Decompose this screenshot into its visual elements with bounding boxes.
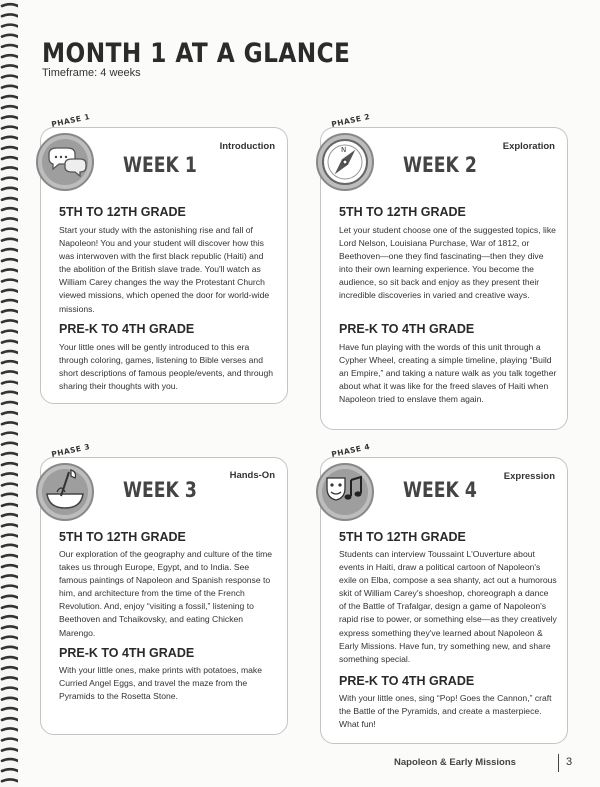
phase-tag: Introduction <box>219 141 275 152</box>
grade-heading-lower: PRE-K TO 4TH GRADE <box>59 646 195 660</box>
phase-tag: Exploration <box>502 141 555 152</box>
phase-label: PHASE 3 <box>50 441 91 460</box>
grade-description-lower: Your little ones will be gently introduced to this era through coloring, games, listening to Bible verses and short descriptions of famous people/events, and through sharing their thoughts with you. <box>59 342 274 392</box>
grade-description-lower: With your little ones, sing “Pop! Goes the Cannon,” craft the Battle of the Pyramids, and create a masterpiece. What fun! <box>339 693 552 730</box>
week-heading: WEEK 4 <box>403 478 477 502</box>
compass-icon <box>315 132 375 192</box>
grade-heading-upper: 5TH TO 12TH GRADE <box>59 530 186 544</box>
phase-tag: Expression <box>503 471 555 482</box>
grade-heading-lower: PRE-K TO 4TH GRADE <box>339 322 475 336</box>
page-number: 3 <box>566 756 573 768</box>
week-1-card <box>40 111 288 404</box>
week-heading: WEEK 1 <box>123 153 197 177</box>
grade-heading-upper: 5TH TO 12TH GRADE <box>339 530 466 544</box>
grade-heading-upper: 5TH TO 12TH GRADE <box>339 205 466 219</box>
grade-heading-upper: 5TH TO 12TH GRADE <box>59 205 186 219</box>
phase-tag: Hands-On <box>229 470 275 481</box>
week-heading: WEEK 3 <box>123 478 197 502</box>
footer-book-title: Napoleon & Early Missions <box>394 757 516 768</box>
phase-label: PHASE 1 <box>50 111 91 130</box>
grade-description-upper: Let your student choose one of the suggested topics, like Lord Nelson, Louisiana Purchase, War of 1812, or Beethoven—one they find fascinating—then they dive into their own learning experience. You become the audience, so sit back and enjoy as they present their incredible discoveries in varied and creative ways. <box>339 225 556 301</box>
footer-divider <box>558 754 559 772</box>
phase-label: PHASE 4 <box>330 441 371 460</box>
timeframe: Timeframe: 4 weeks <box>42 67 141 79</box>
grade-description-upper: Our exploration of the geography and culture of the time takes us through Europe, Egypt, and to India. See famous paintings of Napoleon and Spanish response to him, and architecture from the time of the French Revolution. And, enjoy “visiting a fossil,” listening to Beethoven and Tchaikovsky, and eating Chicken Marengo. <box>59 549 273 638</box>
week-3-card <box>40 441 288 735</box>
svg-text:N: N <box>341 146 347 154</box>
page-title: MONTH 1 AT A GLANCE <box>42 38 351 69</box>
week-4-card <box>320 441 568 744</box>
phase-label: PHASE 2 <box>330 111 371 130</box>
mixing-bowl-icon <box>35 462 95 522</box>
grade-description-upper: Start your study with the astonishing rise and fall of Napoleon! You and your student will discover how this was interwoven with the first black republic (Haiti) and the abolition of the British slave trade. You'll watch as William Carey changes the way the Protestant Church viewed missions, which opened the door for world-wide missions. <box>59 225 270 314</box>
speech-bubbles-icon <box>35 132 95 192</box>
week-heading: WEEK 2 <box>403 153 477 177</box>
grade-heading-lower: PRE-K TO 4TH GRADE <box>59 322 195 336</box>
theater-music-icon <box>315 462 375 522</box>
grade-description-lower: With your little ones, make prints with potatoes, make Curried Angel Eggs, and travel the maze from the Pyramids to the Rosetta Stone. <box>59 665 262 702</box>
grade-description-lower: Have fun playing with the words of this unit through a Cypher Wheel, creating a simple timeline, playing “Build an Empire,” and taking a nature walk as you talk together about what it was like for the freed slaves of Haiti when Napoleon tried to enslave them again. <box>339 342 557 405</box>
grade-description-upper: Students can interview Toussaint L'Ouverture about events in Haiti, draw a political cartoon of Napoleon's exile on Elba, compose a sea shanty, act out a humorous skit of William Carey's shoeshop, choreograph a dance of the Battle of Trafalgar, design a game of Napoleon's rapid rise to power, or something else—as they creatively express something they've learned about Napoleon & Early Missions. Have fun, try something new, and share something special. <box>339 549 557 664</box>
week-2-card <box>320 111 568 430</box>
grade-heading-lower: PRE-K TO 4TH GRADE <box>339 674 475 688</box>
